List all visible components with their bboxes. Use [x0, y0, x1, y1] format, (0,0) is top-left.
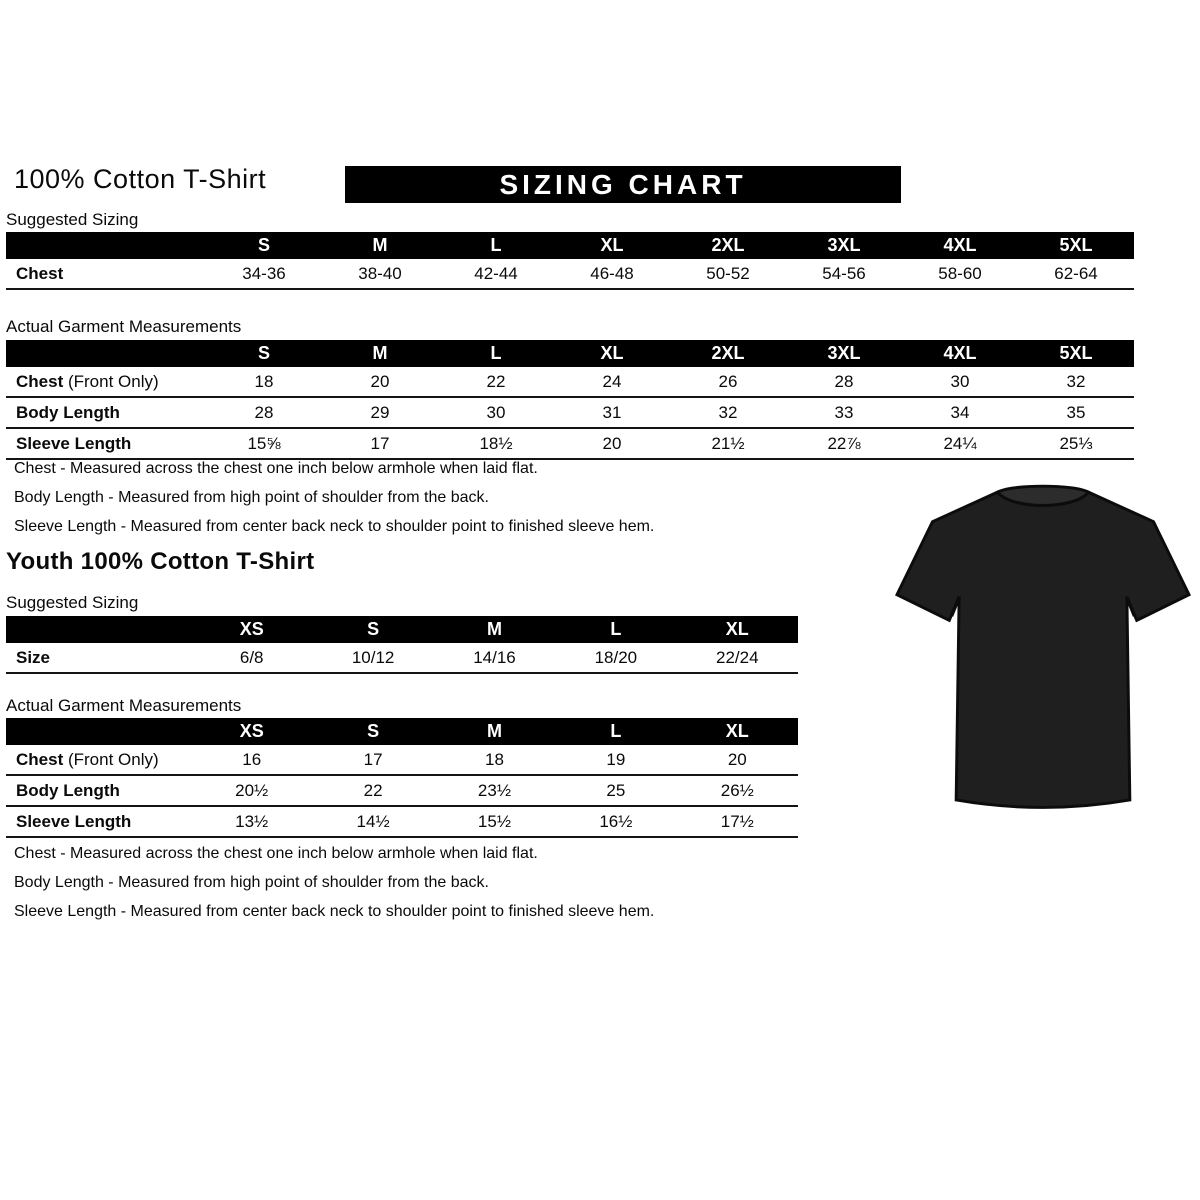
column-header: S	[206, 232, 322, 259]
cell-value: 25	[606, 781, 626, 800]
cell-value: 29	[370, 403, 390, 422]
cell-value: 32	[718, 403, 738, 422]
row-label: Chest	[16, 264, 64, 283]
column-header: L	[555, 718, 676, 745]
column-header: M	[434, 718, 555, 745]
tshirt-image	[895, 478, 1191, 818]
adult-measurement-notes	[14, 460, 834, 547]
table-row	[6, 775, 798, 806]
cell-value: 24	[602, 372, 622, 391]
cell-value: 31	[602, 403, 622, 422]
cell-value: 34	[950, 403, 970, 422]
youth-suggested-heading: Suggested Sizing	[6, 593, 139, 612]
cell-value: 62-64	[1054, 264, 1098, 283]
measurement-note: Sleeve Length - Measured from center back neck to shoulder point to finished sleeve hem.	[14, 518, 655, 535]
adult-actual-heading: Actual Garment Measurements	[6, 317, 242, 336]
cell-value: 46-48	[590, 264, 634, 283]
cell-value: 13½	[235, 812, 269, 831]
cell-value: 19	[606, 750, 626, 769]
cell-value: 54-56	[822, 264, 866, 283]
cell-value: 20	[370, 372, 390, 391]
header-spacer	[6, 718, 191, 745]
cell-value: 22	[486, 372, 506, 391]
youth-actual-measurements-table	[6, 718, 798, 838]
column-header: XL	[554, 340, 670, 367]
header-spacer	[6, 232, 206, 259]
youth-title: Youth 100% Cotton T-Shirt	[6, 548, 315, 575]
cell-value: 17½	[720, 812, 754, 831]
table-header-row	[6, 616, 798, 643]
table-header-row	[6, 340, 1134, 367]
cell-value: 14/16	[473, 648, 516, 667]
column-header: S	[206, 340, 322, 367]
cell-value: 17	[363, 750, 383, 769]
table-row	[6, 643, 798, 673]
table-row	[6, 367, 1134, 397]
youth-suggested-sizing-table	[6, 616, 798, 674]
cell-value: 21½	[711, 434, 745, 453]
youth-actual-heading: Actual Garment Measurements	[6, 696, 242, 715]
page-title: 100% Cotton T-Shirt	[14, 164, 267, 194]
adult-suggested-heading: Suggested Sizing	[6, 210, 139, 229]
column-header: 5XL	[1018, 232, 1134, 259]
tshirt-body	[897, 492, 1189, 807]
column-header: S	[312, 616, 433, 643]
cell-value: 22	[363, 781, 383, 800]
column-header: XL	[677, 616, 798, 643]
row-label: Sleeve Length	[16, 812, 132, 831]
cell-value: 20	[727, 750, 747, 769]
column-header: M	[434, 616, 555, 643]
cell-value: 20½	[235, 781, 269, 800]
cell-value: 16	[242, 750, 262, 769]
cell-value: 35	[1066, 403, 1086, 422]
cell-value: 18	[485, 750, 504, 769]
cell-value: 15½	[477, 812, 512, 831]
row-label: Body Length	[16, 781, 120, 800]
cell-value: 32	[1066, 372, 1086, 391]
row-label: Chest (Front Only)	[16, 372, 159, 391]
row-label: Chest (Front Only)	[16, 750, 159, 769]
column-header: 4XL	[902, 232, 1018, 259]
cell-value: 30	[950, 372, 970, 391]
cell-value: 58-60	[938, 264, 982, 283]
cell-value: 14½	[356, 812, 390, 831]
table-header-row	[6, 232, 1134, 259]
cell-value: 10/12	[351, 648, 395, 667]
measurement-note: Chest - Measured across the chest one inch below armhole when laid flat.	[14, 460, 538, 477]
cell-value: 24¼	[943, 434, 977, 453]
cell-value: 23½	[477, 781, 512, 800]
cell-value: 20	[602, 434, 622, 453]
row-label: Body Length	[16, 403, 120, 422]
cell-value: 16½	[599, 812, 633, 831]
column-header: XS	[191, 718, 312, 745]
row-label: Sleeve Length	[16, 434, 132, 453]
cell-value: 26	[718, 372, 738, 391]
cell-value: 17	[370, 434, 390, 453]
table-row	[6, 745, 798, 775]
column-header: L	[438, 340, 554, 367]
column-header: 2XL	[670, 232, 786, 259]
header-spacer	[6, 340, 206, 367]
cell-value: 42-44	[474, 264, 518, 283]
measurement-note: Body Length - Measured from high point of shoulder from the back.	[14, 489, 489, 506]
measurement-note: Sleeve Length - Measured from center back neck to shoulder point to finished sleeve hem.	[14, 903, 655, 920]
cell-value: 33	[834, 403, 854, 422]
column-header: XS	[191, 616, 312, 643]
column-header: 5XL	[1018, 340, 1134, 367]
cell-value: 34-36	[242, 264, 286, 283]
column-header: 3XL	[786, 340, 902, 367]
sizing-chart-banner: SIZING CHART	[345, 166, 901, 203]
cell-value: 50-52	[706, 264, 750, 283]
table-row	[6, 259, 1134, 289]
cell-value: 30	[486, 403, 506, 422]
column-header: S	[312, 718, 433, 745]
measurement-note: Chest - Measured across the chest one inch below armhole when laid flat.	[14, 845, 538, 862]
header-spacer	[6, 616, 191, 643]
column-header: XL	[554, 232, 670, 259]
cell-value: 15⅝	[247, 434, 281, 453]
cell-value: 18	[254, 372, 274, 391]
column-header: 2XL	[670, 340, 786, 367]
column-header: XL	[677, 718, 798, 745]
cell-value: 18½	[479, 434, 513, 453]
cell-value: 28	[834, 372, 854, 391]
column-header: L	[438, 232, 554, 259]
adult-actual-measurements-table	[6, 340, 1134, 460]
cell-value: 38-40	[358, 264, 402, 283]
column-header: 3XL	[786, 232, 902, 259]
cell-value: 28	[254, 403, 274, 422]
table-row	[6, 806, 798, 837]
measurement-note: Body Length - Measured from high point of shoulder from the back.	[14, 874, 489, 891]
adult-suggested-sizing-table	[6, 232, 1134, 290]
column-header: M	[322, 340, 438, 367]
cell-value: 22/24	[716, 648, 759, 667]
cell-value: 25⅓	[1059, 434, 1093, 453]
youth-measurement-notes	[14, 845, 834, 932]
tshirt-graphic	[895, 478, 1191, 818]
cell-value: 22⅞	[827, 434, 861, 453]
table-row	[6, 397, 1134, 428]
column-header: L	[555, 616, 676, 643]
table-row	[6, 428, 1134, 459]
row-label: Size	[16, 648, 51, 667]
column-header: 4XL	[902, 340, 1018, 367]
table-header-row	[6, 718, 798, 745]
column-header: M	[322, 232, 438, 259]
cell-value: 18/20	[594, 648, 638, 667]
cell-value: 26½	[720, 781, 754, 800]
cell-value: 6/8	[239, 648, 264, 667]
